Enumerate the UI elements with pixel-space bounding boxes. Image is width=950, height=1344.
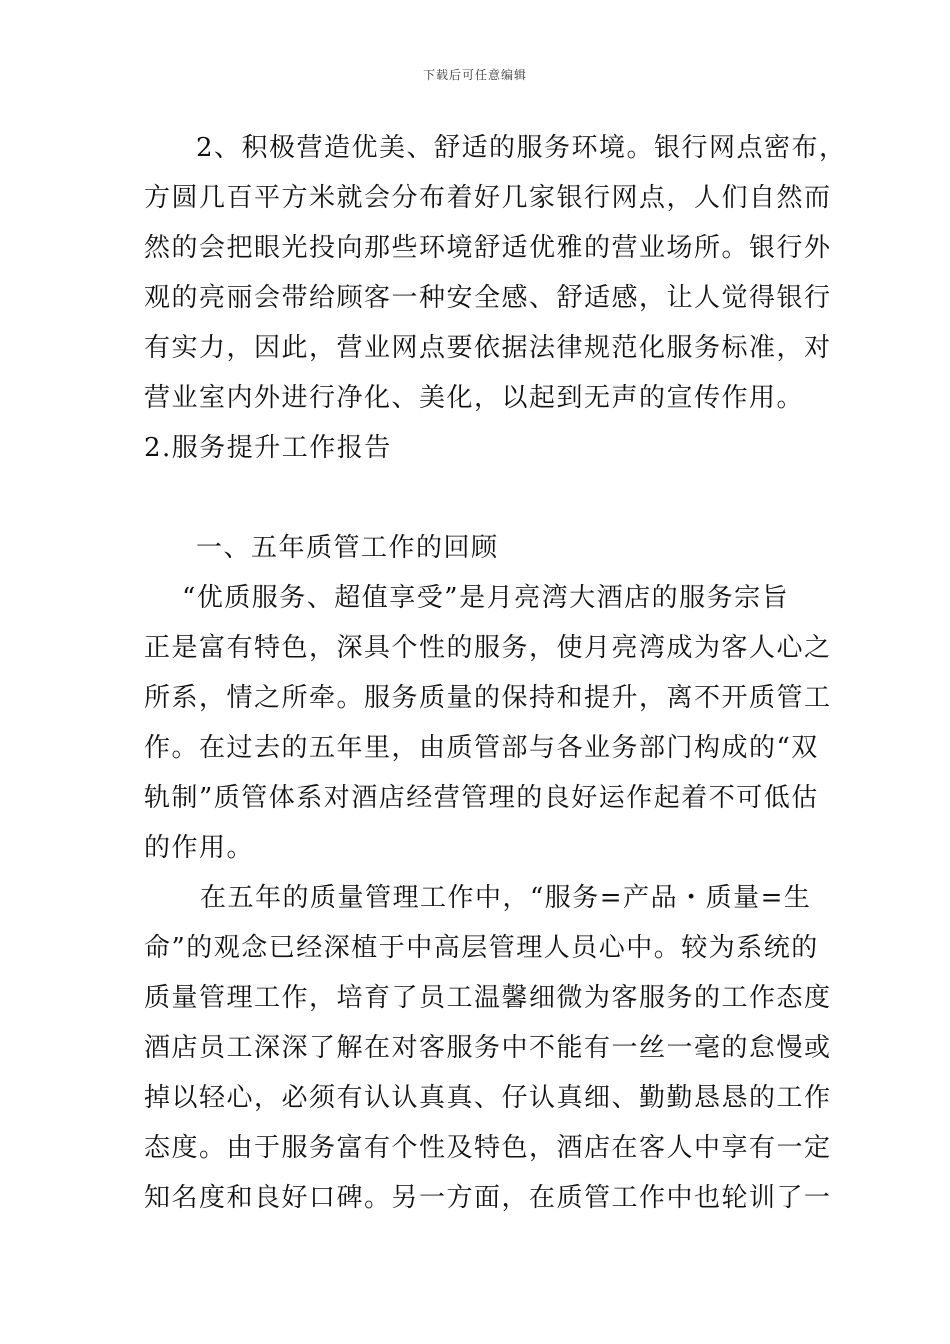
text-line: 营业室内外进行净化、美化，以起到无声的宣传作用。 [144, 383, 805, 413]
text-line: 轨制”质管体系对酒店经营管理的良好运作起着不可低估 [144, 783, 819, 813]
text-line: 在五年的质量管理工作中，“服务=产品・质量=生 [200, 883, 812, 913]
text-line: 掉以轻心，必须有认认真真、仔认真细、勤勤恳恳的工作 [144, 1083, 832, 1113]
text-line: 有实力，因此，营业网点要依据法律规范化服务标准，对 [144, 333, 832, 363]
text-line: 所系，情之所牵。服务质量的保持和提升，离不开质管工 [144, 683, 832, 713]
subsection-heading: 一、五年质管工作的回顾 [196, 533, 499, 563]
text-line: 知名度和良好口碑。另一方面，在质管工作中也轮训了一 [144, 1183, 832, 1213]
text-line: 质量管理工作，培育了员工温馨细微为客服务的工作态度 [144, 983, 832, 1013]
text-line: 酒店员工深深了解在对客服务中不能有一丝一毫的怠慢或 [144, 1033, 832, 1063]
text-line: 命”的观念已经深植于中高层管理人员心中。较为系统的 [144, 933, 819, 963]
text-line: 方圆几百平方米就会分布着好几家银行网点，人们自然而 [144, 183, 832, 213]
text-line: 正是富有特色，深具个性的服务，使月亮湾成为客人心之 [144, 633, 832, 663]
section-heading: 2.服务提升工作报告 [144, 433, 392, 463]
text-line: 态度。由于服务富有个性及特色，酒店在客人中享有一定 [144, 1133, 832, 1163]
text-line: 的作用。 [144, 833, 255, 863]
text-line: “优质服务、超值享受”是月亮湾大酒店的服务宗旨 [182, 583, 790, 613]
page-header-note: 下载后可任意编辑 [422, 68, 527, 82]
text-line: 观的亮丽会带给顾客一种安全感、舒适感，让人觉得银行 [144, 283, 832, 313]
text-line: 然的会把眼光投向那些环境舒适优雅的营业场所。银行外 [144, 233, 832, 263]
text-line: 作。在过去的五年里，由质管部与各业务部门构成的“双 [144, 733, 819, 763]
text-line: 2、积极营造优美、舒适的服务环境。银行网点密布， [196, 133, 847, 163]
